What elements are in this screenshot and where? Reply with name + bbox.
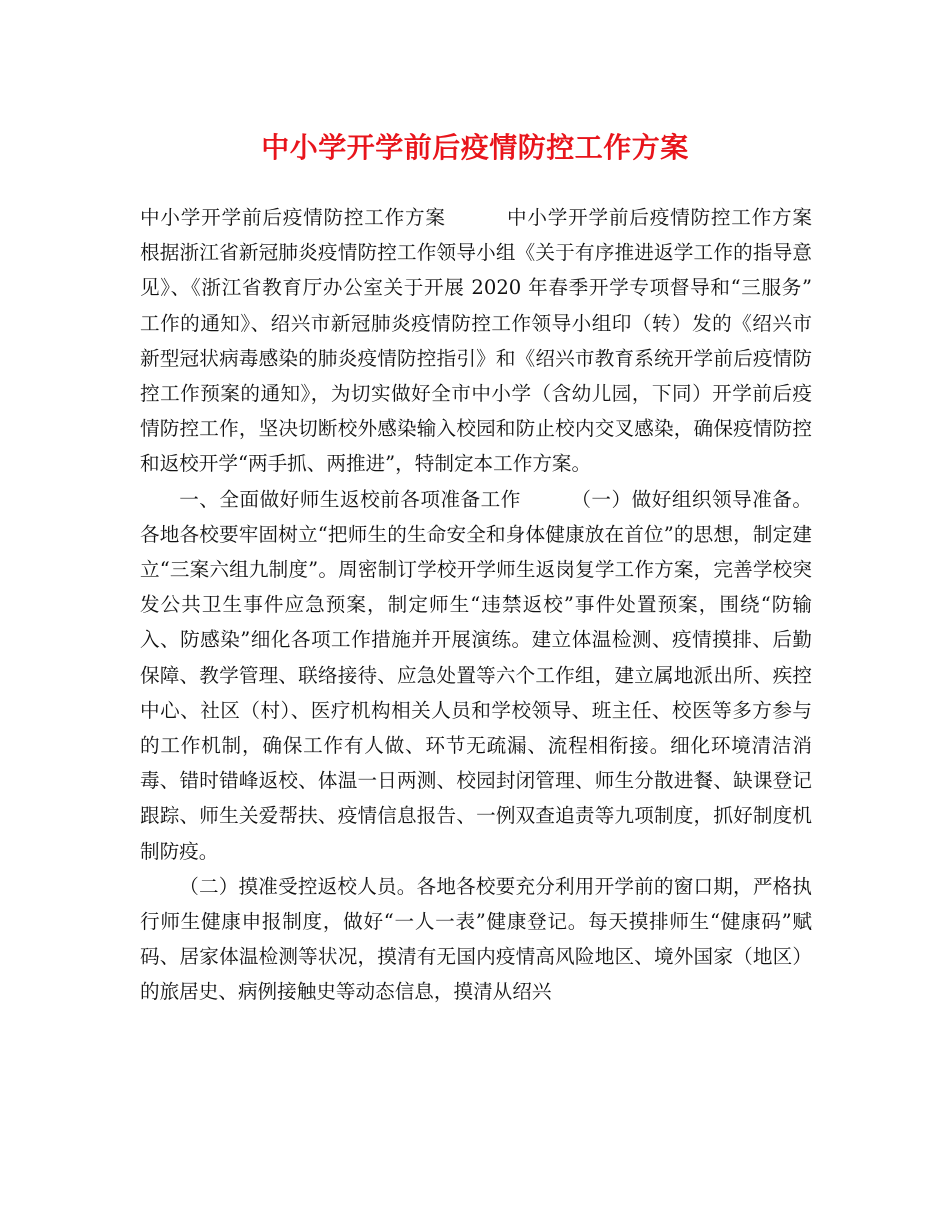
document-title: 中小学开学前后疫情防控工作方案 <box>261 131 689 164</box>
paragraph-section-two: （二）摸准受控返校人员。各地各校要充分利用开学前的窗口期，严格执行师生健康申报制度，做好“一人一表”健康登记。每天摸排师生“健康码”赋码、居家体温检测等状况，摸清有无国内疫情高风险地区、境外国家（地区）的旅居史、病例接触史等动态信息，摸清从绍兴 <box>140 874 812 1004</box>
paragraph-section-one: 一、全面做好师生返校前各项准备工作 （一）做好组织领导准备。各地各校要牢固树立“把师生的生命安全和身体健康放在首位”的思想，制定建立“三案六组九制度”。周密制订学校开学师生返岗复学工作方案，完善学校突发公共卫生事件应急预案，制定师生“违禁返校”事件处置预案，围绕“防输入、防感染”细化各项工作措施并开展演练。建立体温检测、疫情摸排、后勤保障、教学管理、联络接待、应急处置等六个工作组，建立属地派出所、疾控中心、社区（村）、医疗机构相关人员和学校领导、班主任、校医等多方参与的工作机制，确保工作有人做、环节无疏漏、流程相衔接。细化环境清洁消毒、错时错峰返校、体温一日两测、校园封闭管理、师生分散进餐、缺课登记跟踪、师生关爱帮扶、疫情信息报告、一例双查追责等九项制度，抓好制度机制防疫。 <box>140 487 812 863</box>
paragraph-intro: 中小学开学前后疫情防控工作方案 中小学开学前后疫情防控工作方案 根据浙江省新冠肺炎疫情防控工作领导小组《关于有序推进返学工作的指导意见》、《浙江省教育厅办公室关于开展 2020 年春季开学专项督导和“三服务” 工作的通知》、绍兴市新冠肺炎疫情防控工作领导小组印（转）发的《绍兴市新型冠状病毒感染的肺炎疫情防控指引》和《绍兴市教育系统开学前后疫情防控工作预案的通知》，为切实做好全市中小学（含幼儿园，下同）开学前后疫情防控工作，坚决切断校外感染输入校园和防止校内交叉感染，确保疫情防控和返校开学“两手抓、两推进”，特制定本工作方案。 <box>140 206 871 476</box>
document-body <box>140 200 871 1010</box>
